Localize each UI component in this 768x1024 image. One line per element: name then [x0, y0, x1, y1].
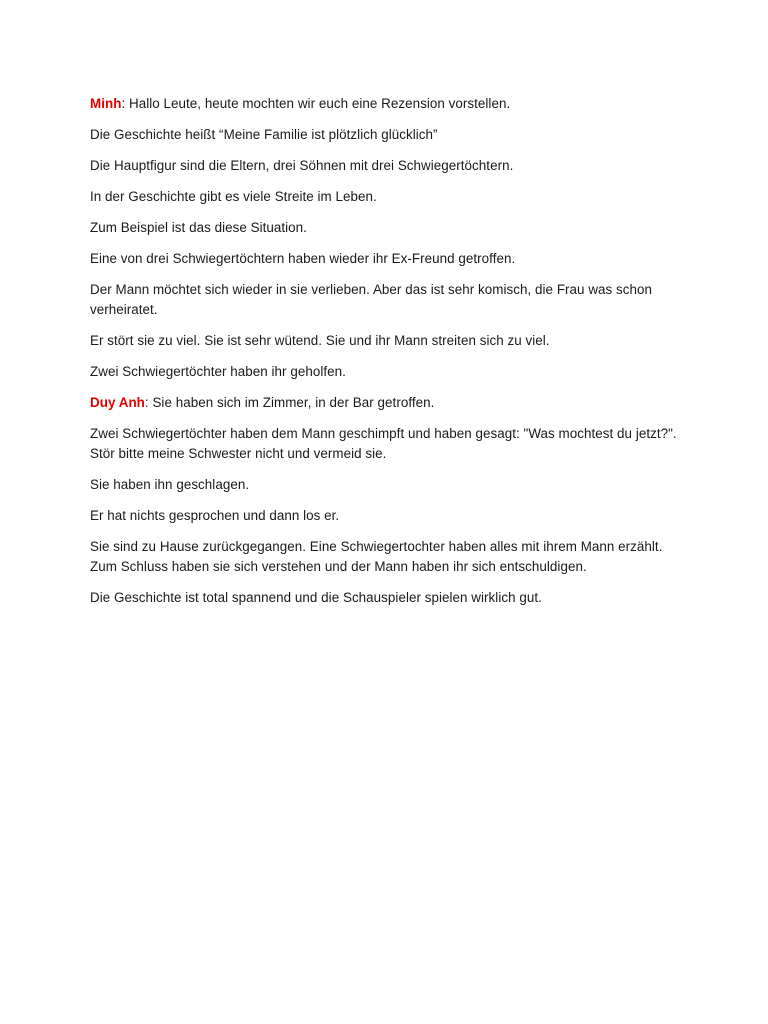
- speaker-name: Minh: [90, 96, 122, 111]
- paragraph: [90, 187, 680, 207]
- paragraph: [90, 362, 680, 382]
- paragraph-text: Die Hauptfigur sind die Eltern, drei Söhnen mit drei Schwiegertöchtern.: [90, 158, 514, 173]
- paragraph: [90, 393, 680, 413]
- paragraph: [90, 249, 680, 269]
- paragraph: [90, 218, 680, 238]
- paragraph: [90, 506, 680, 526]
- paragraph-text: Er stört sie zu viel. Sie ist sehr wütend. Sie und ihr Mann streiten sich zu viel.: [90, 333, 550, 348]
- paragraph-text: Sie sind zu Hause zurückgegangen. Eine Schwiegertochter haben alles mit ihrem Mann erzählt. Zum Schluss haben sie sich verstehen und der Mann haben ihr sich entschuldigen.: [90, 539, 663, 574]
- paragraph-text: Er hat nichts gesprochen und dann los er.: [90, 508, 340, 523]
- paragraph-text: Der Mann möchtet sich wieder in sie verlieben. Aber das ist sehr komisch, die Frau was schon verheiratet.: [90, 282, 653, 317]
- paragraph-text: : Sie haben sich im Zimmer, in der Bar getroffen.: [144, 395, 435, 410]
- paragraph: [90, 588, 680, 608]
- paragraph: [90, 125, 680, 145]
- paragraph-text: Sie haben ihn geschlagen.: [90, 477, 250, 492]
- speaker-name: Duy Anh: [90, 395, 145, 410]
- paragraph: [90, 156, 680, 176]
- paragraph-text: Zum Beispiel ist das diese Situation.: [90, 220, 307, 235]
- paragraph-text: In der Geschichte gibt es viele Streite im Leben.: [90, 189, 377, 204]
- paragraph: [90, 94, 680, 114]
- paragraph: [90, 475, 680, 495]
- paragraph-text: Eine von drei Schwiegertöchtern haben wieder ihr Ex-Freund getroffen.: [90, 251, 516, 266]
- paragraph-text: Zwei Schwiegertöchter haben dem Mann geschimpft und haben gesagt: "Was mochtest du jetzt?". Stör bitte meine Schwester nicht und vermeid sie.: [90, 426, 677, 461]
- paragraph-text: Die Geschichte heißt “Meine Familie ist plötzlich glücklich”: [90, 127, 438, 142]
- paragraph: [90, 537, 680, 577]
- document-page: [90, 94, 680, 619]
- paragraph-text: : Hallo Leute, heute mochten wir euch eine Rezension vorstellen.: [121, 96, 511, 111]
- paragraph: [90, 424, 680, 464]
- paragraph-text: Zwei Schwiegertöchter haben ihr geholfen.: [90, 364, 346, 379]
- paragraph: [90, 280, 680, 320]
- paragraph-text: Die Geschichte ist total spannend und die Schauspieler spielen wirklich gut.: [90, 590, 542, 605]
- paragraph: [90, 331, 680, 351]
